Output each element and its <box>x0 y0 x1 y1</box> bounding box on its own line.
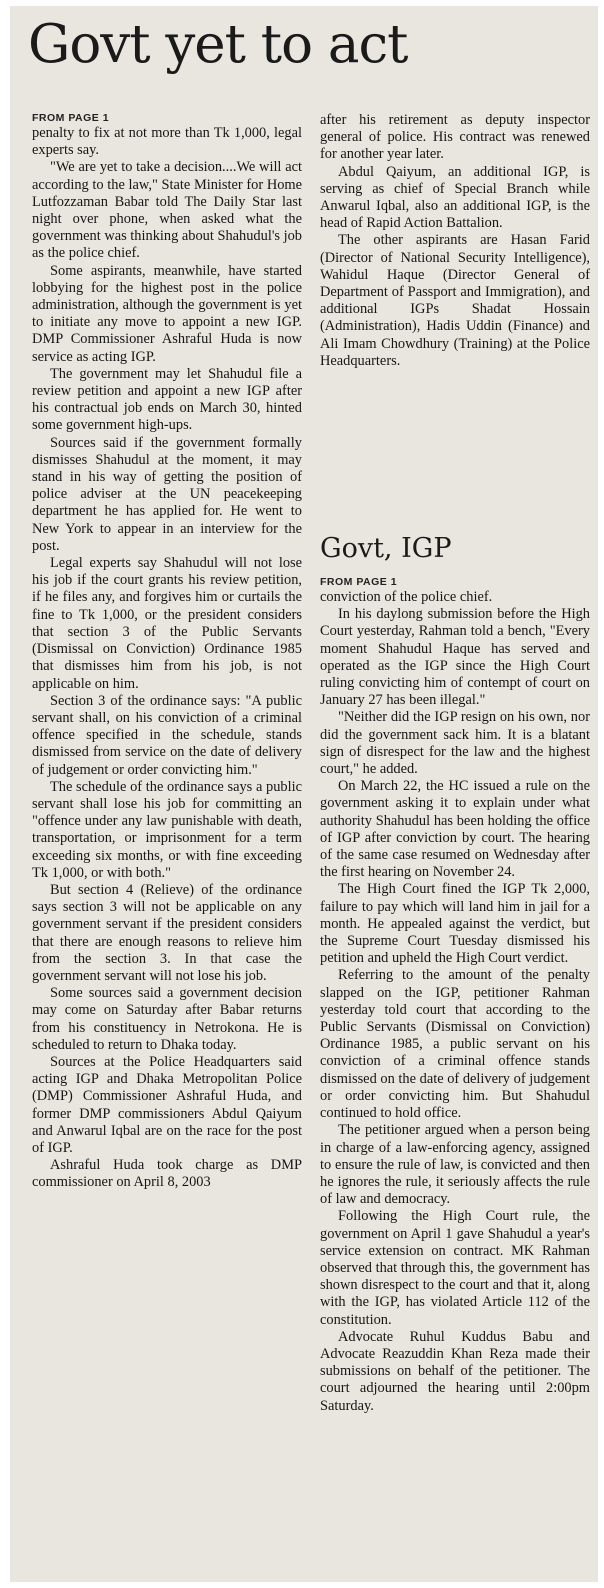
story2-paragraph: conviction of the police chief. <box>320 589 493 605</box>
story1-paragraph: But section 4 (Relieve) of the ordinance says section 3 will not be applicable on any government servant if the president considers that there are enough reasons to relieve him from the section 3. In that case the government servant will not lose his job. <box>32 881 302 984</box>
story2-paragraph: On March 22, the HC issued a rule on the government asking it to explain under what authority Shahudul has been holding the office of IGP after conviction by court. The hearing of the same case resumed on Wednesday after the first hearing on November 24. <box>320 778 590 881</box>
story1-from-label: FROM PAGE 1 <box>32 112 110 124</box>
story1-right-column <box>320 112 590 370</box>
story1-paragraph: penalty to fix at not more than Tk 1,000, legal experts say. <box>32 125 302 159</box>
story1-paragraph: after his retirement as deputy inspector general of police. His contract was renewed for another year later. <box>320 112 590 163</box>
story2-paragraph: In his daylong submission before the High Court yesterday, Rahman told a bench, "Every moment Shahudul Haque has served and operated as the IGP since the High Court ruling convicting him of contempt of court on January 27 has been illegal." <box>320 606 590 709</box>
story1-paragraph: Abdul Qaiyum, an additional IGP, is serving as chief of Special Branch while Anwarul Iqbal, also an additional IGP, is the head of Rapid Action Battalion. <box>320 163 590 232</box>
story1-paragraph: Some sources said a government decision may come on Saturday after Babar returns from his constituency in Netrokona. He is scheduled to return to Dhaka today. <box>32 985 302 1053</box>
story1-paragraph: Legal experts say Shahudul will not lose his job if the court grants his review petition, if he files any, and forgives him or curtails the fine to Tk 1,000, or the president considers that section 3 of the Public Servants (Dismissal on Conviction) Ordinance 1985 that dismisses him from his job, is not applicable on him. <box>32 555 302 692</box>
story1-paragraph: Sources said if the government formally dismisses Shahudul at the moment, it may stand in his way of getting the position of police adviser at the UN peacekeeping department he has applied for. He went to New York to appear in an interview for the post. <box>32 434 302 554</box>
story1-paragraph: "We are yet to take a decision....We will act according to the law," State Minister for Home Lutfozzaman Babar told The Daily Star last night over phone, when asked what the government was thinking about Shahudul's job as the police chief. <box>32 159 302 262</box>
story1-paragraph: Some aspirants, meanwhile, have started lobbying for the highest post in the police administration, although the government is yet to initiate any move to appoint a new IGP. DMP Commissioner Ashraful Huda is now service as acting IGP. <box>32 262 302 365</box>
story1-paragraph: Ashraful Huda took charge as DMP commissioner on April 8, 2003 <box>32 1157 302 1191</box>
story2-paragraph: Following the High Court rule, the government on April 1 gave Shahudul a year's service extension on contract. MK Rahman observed that through this, the government has shown disrespect to the court and that it, along with the IGP, has violated Article 112 of the constitution. <box>320 1208 590 1328</box>
story1-paragraph: Sources at the Police Headquarters said acting IGP and Dhaka Metropolitan Police (DMP) Commissioner Ashraful Huda, and former DMP commissioners Abdul Qaiyum and Anwarul Iqbal are on the race for the post of IGP. <box>32 1053 302 1156</box>
story2-paragraph: Advocate Ruhul Kuddus Babu and Advocate Reazuddin Khan Reza made their submissions on behalf of the petitioner. The court adjourned the hearing until 2:00pm Saturday. <box>320 1328 590 1414</box>
story1-left-column <box>32 112 302 1192</box>
story1-paragraph: Section 3 of the ordinance says: "A public servant shall, on his conviction of a criminal offence specified in the schedule, stands dismissed from service on the date of delivery of judgement or order convicting him." <box>32 692 302 778</box>
story2-from-label: FROM PAGE 1 <box>320 576 398 588</box>
story2-paragraph: "Neither did the IGP resign on his own, nor did the government sack him. It is a blatant sign of disrespect for the law and the highest court," he added. <box>320 709 590 778</box>
story2-paragraph: The petitioner argued when a person being in charge of a law-enforcing agency, assigned to ensure the rule of law, is convicted and then he ignores the rule, it seriously affects the rule of law and democracy. <box>320 1122 590 1208</box>
story2-column <box>320 532 590 1415</box>
headline: Govt yet to act <box>28 14 408 75</box>
story1-paragraph: The schedule of the ordinance says a public servant shall lose his job for committing an "offence under any law punishable with death, transportation, or imprisonment for a term exceeding six months, or with fine exceeding Tk 1,000, or with both." <box>32 778 302 881</box>
story2-paragraph: The High Court fined the IGP Tk 2,000, failure to pay which will land him in jail for a month. He appealed against the verdict, but the Supreme Court Tuesday dismissed his petition and upheld the High Court verdict. <box>320 881 590 967</box>
newspaper-clipping <box>10 6 598 1582</box>
story1-paragraph: The government may let Shahudul file a review petition and appoint a new IGP after his contractual job ends on March 30, hinted some government high-ups. <box>32 365 302 434</box>
story1-paragraph: The other aspirants are Hasan Farid (Director of National Security Intelligence), Wahidul Haque (Director General of Department of Passport and Immigration), and additional IGPs Shadat Hossain (Administration), Hadis Uddin (Finance) and Ali Imam Chowdhury (Training) at the Police Headquarters. <box>320 232 590 369</box>
story2-headline: Govt, IGP <box>320 533 452 564</box>
story2-paragraph: Referring to the amount of the penalty slapped on the IGP, petitioner Rahman yesterday told court that according to the Public Servants (Dismissal on Conviction) Ordinance 1985, a public servant on his conviction of a criminal offence stands dismissed on the date of delivery of judgement or order convicting him. But Shahudul continued to hold office. <box>320 967 590 1122</box>
